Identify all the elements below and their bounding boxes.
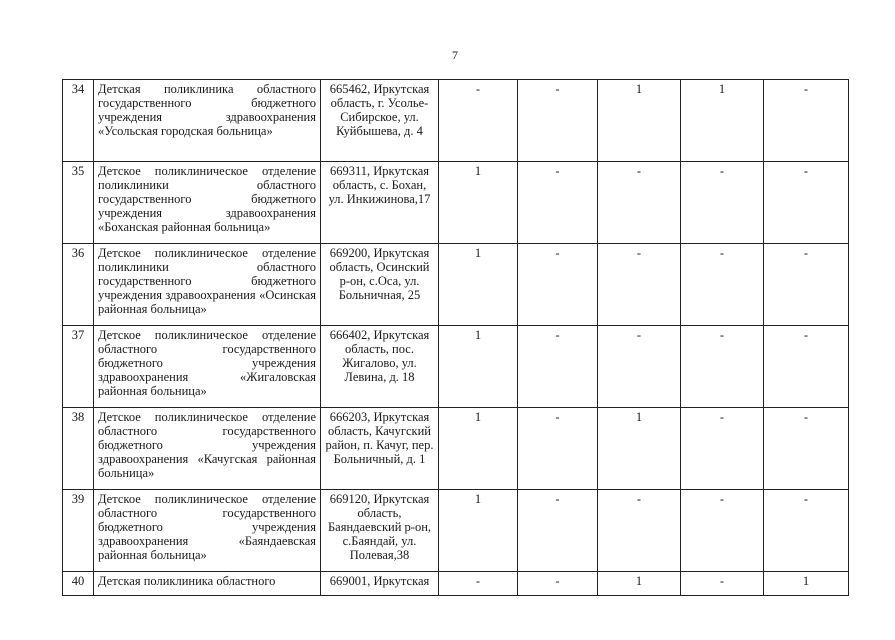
- value-cell: -: [518, 326, 598, 408]
- facilities-table: [62, 79, 849, 596]
- row-number: 37: [63, 326, 94, 408]
- value-cell: -: [439, 80, 518, 162]
- facility-name: Детское поликлиническое отделение областного государственного бюджетного учреждения здравоохранения «Жигаловская районная больница»: [94, 326, 321, 408]
- value-cell: -: [764, 326, 849, 408]
- table-row: [63, 408, 849, 490]
- table-row: [63, 326, 849, 408]
- table-row: [63, 572, 849, 596]
- value-cell: 1: [598, 408, 681, 490]
- value-cell: 1: [598, 572, 681, 596]
- value-cell: 1: [439, 162, 518, 244]
- value-cell: -: [518, 244, 598, 326]
- facility-name: Детское поликлиническое отделение поликлиники областного государственного бюджетного учреждения здравоохранения «Осинская районная больница»: [94, 244, 321, 326]
- value-cell: -: [518, 408, 598, 490]
- value-cell: -: [681, 572, 764, 596]
- value-cell: -: [518, 80, 598, 162]
- value-cell: 1: [439, 490, 518, 572]
- value-cell: -: [598, 162, 681, 244]
- value-cell: -: [518, 162, 598, 244]
- facility-address: 666402, Иркутская область, пос. Жигалово, ул. Левина, д. 18: [321, 326, 439, 408]
- value-cell: -: [518, 490, 598, 572]
- value-cell: -: [598, 244, 681, 326]
- facility-address: 666203, Иркутская область, Качугский район, п. Качуг, пер. Больничный, д. 1: [321, 408, 439, 490]
- row-number: 40: [63, 572, 94, 596]
- row-number: 35: [63, 162, 94, 244]
- row-number: 34: [63, 80, 94, 162]
- facility-name: Детское поликлиническое отделение поликлиники областного государственного бюджетного учреждения здравоохранения «Боханская районная больница»: [94, 162, 321, 244]
- value-cell: -: [764, 244, 849, 326]
- facility-name: Детская поликлиника областного государственного бюджетного учреждения здравоохранения «Усольская городская больница»: [94, 80, 321, 162]
- table-row: [63, 244, 849, 326]
- facility-name: Детское поликлиническое отделение областного государственного бюджетного учреждения здравоохранения «Качугская районная больница»: [94, 408, 321, 490]
- value-cell: -: [439, 572, 518, 596]
- facility-address: 669001, Иркутская: [321, 572, 439, 596]
- value-cell: -: [598, 490, 681, 572]
- value-cell: -: [518, 572, 598, 596]
- value-cell: 1: [439, 244, 518, 326]
- facility-address: 669120, Иркутская область, Баяндаевский р-он, с.Баяндай, ул. Полевая,38: [321, 490, 439, 572]
- value-cell: -: [681, 490, 764, 572]
- facility-address: 669200, Иркутская область, Осинский р-он, с.Оса, ул. Больничная, 25: [321, 244, 439, 326]
- value-cell: -: [681, 326, 764, 408]
- value-cell: -: [681, 162, 764, 244]
- table-row: [63, 162, 849, 244]
- value-cell: 1: [764, 572, 849, 596]
- facility-name: Детское поликлиническое отделение областного государственного бюджетного учреждения здравоохранения «Баяндаевская районная больница»: [94, 490, 321, 572]
- value-cell: 1: [439, 408, 518, 490]
- row-number: 36: [63, 244, 94, 326]
- row-number: 39: [63, 490, 94, 572]
- facility-name: Детская поликлиника областного: [94, 572, 321, 596]
- value-cell: 1: [439, 326, 518, 408]
- value-cell: -: [681, 244, 764, 326]
- value-cell: -: [764, 490, 849, 572]
- row-number: 38: [63, 408, 94, 490]
- value-cell: -: [598, 326, 681, 408]
- page-number: 7: [452, 48, 458, 62]
- value-cell: 1: [681, 80, 764, 162]
- table-row: [63, 490, 849, 572]
- value-cell: -: [764, 80, 849, 162]
- facility-address: 665462, Иркутская область, г. Усолье-Сибирское, ул. Куйбышева, д. 4: [321, 80, 439, 162]
- value-cell: -: [764, 408, 849, 490]
- value-cell: -: [764, 162, 849, 244]
- value-cell: -: [681, 408, 764, 490]
- value-cell: 1: [598, 80, 681, 162]
- table-row: [63, 80, 849, 162]
- facility-address: 669311, Иркутская область, с. Бохан, ул. Инкижинова,17: [321, 162, 439, 244]
